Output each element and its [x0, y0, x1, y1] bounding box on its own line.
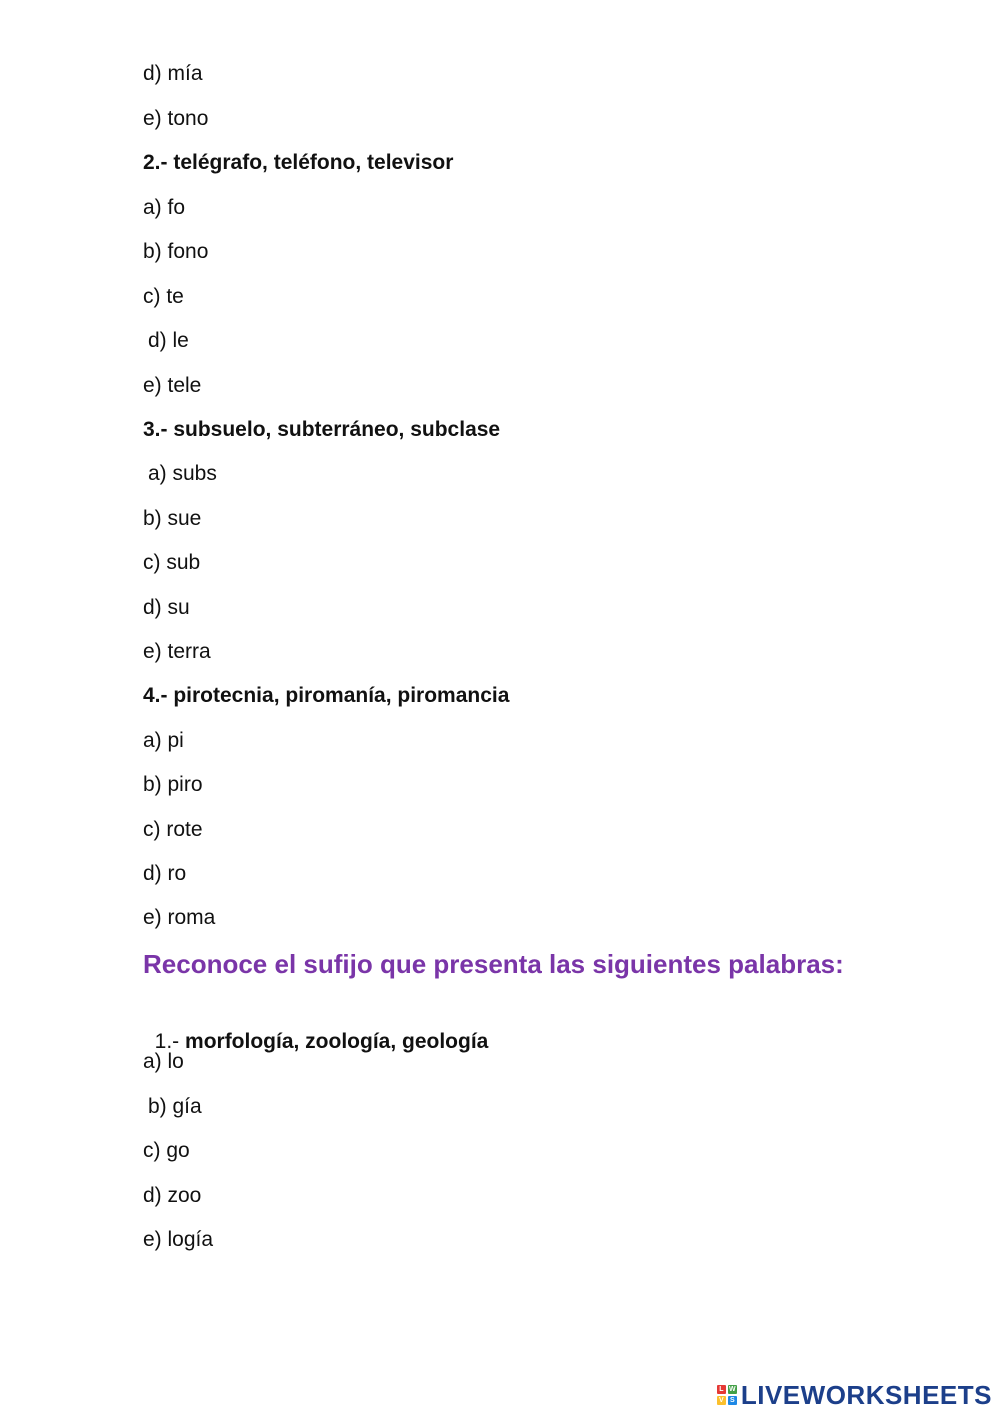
question-2-option-a: a) fo: [143, 196, 186, 219]
logo-tiles-icon: [717, 1385, 737, 1405]
question-4-option-e: e) roma: [143, 906, 216, 929]
logo-tile-1: L: [717, 1385, 726, 1394]
question-2-option-e: e) tele: [143, 374, 202, 397]
question-2-option-b: b) fono: [143, 240, 209, 263]
suffix-option-b: b) gía: [148, 1095, 202, 1118]
question-3-option-e: e) terra: [143, 640, 211, 663]
question-4-option-a: a) pi: [143, 729, 184, 752]
suffix-option-e: e) logía: [143, 1228, 214, 1251]
question-4-option-c: c) rote: [143, 818, 203, 841]
liveworksheets-logo: [717, 1381, 992, 1409]
question-3-option-b: b) sue: [143, 507, 202, 530]
question-3-option-d: d) su: [143, 596, 190, 619]
suffix-option-d: d) zoo: [143, 1184, 202, 1207]
question-2-option-d: d) le: [148, 329, 189, 352]
option-e-tono: e) tono: [143, 107, 209, 130]
question-3-option-a: a) subs: [148, 462, 217, 485]
suffix-option-a: a) lo: [143, 1050, 184, 1073]
section-heading-suffix: Reconoce el sufijo que presenta las siguientes palabras:: [143, 949, 844, 979]
suffix-question-1-title: [143, 1003, 488, 1055]
logo-tile-4: S: [728, 1396, 737, 1405]
logo-tile-2: W: [729, 1386, 736, 1393]
logo-text: LIVEWORKSHEETS: [740, 1380, 992, 1410]
question-3-option-c: c) sub: [143, 551, 201, 574]
question-2-title: 2.- telégrafo, teléfono, televisor: [143, 151, 454, 174]
question-4-option-b: b) piro: [143, 773, 203, 796]
question-2-option-c: c) te: [143, 285, 184, 308]
suffix-question-1-words: morfología, zoología, geología: [185, 1030, 489, 1053]
question-4-title: 4.- pirotecnia, piromanía, piromancia: [143, 684, 510, 707]
question-3-title: 3.- subsuelo, subterráneo, subclase: [143, 418, 501, 441]
logo-tile-3: V: [717, 1396, 726, 1405]
option-d-mia: d) mía: [143, 62, 203, 85]
question-4-option-d: d) ro: [143, 862, 187, 885]
suffix-question-1-number: 1.-: [154, 1030, 186, 1053]
suffix-option-c: c) go: [143, 1139, 190, 1162]
